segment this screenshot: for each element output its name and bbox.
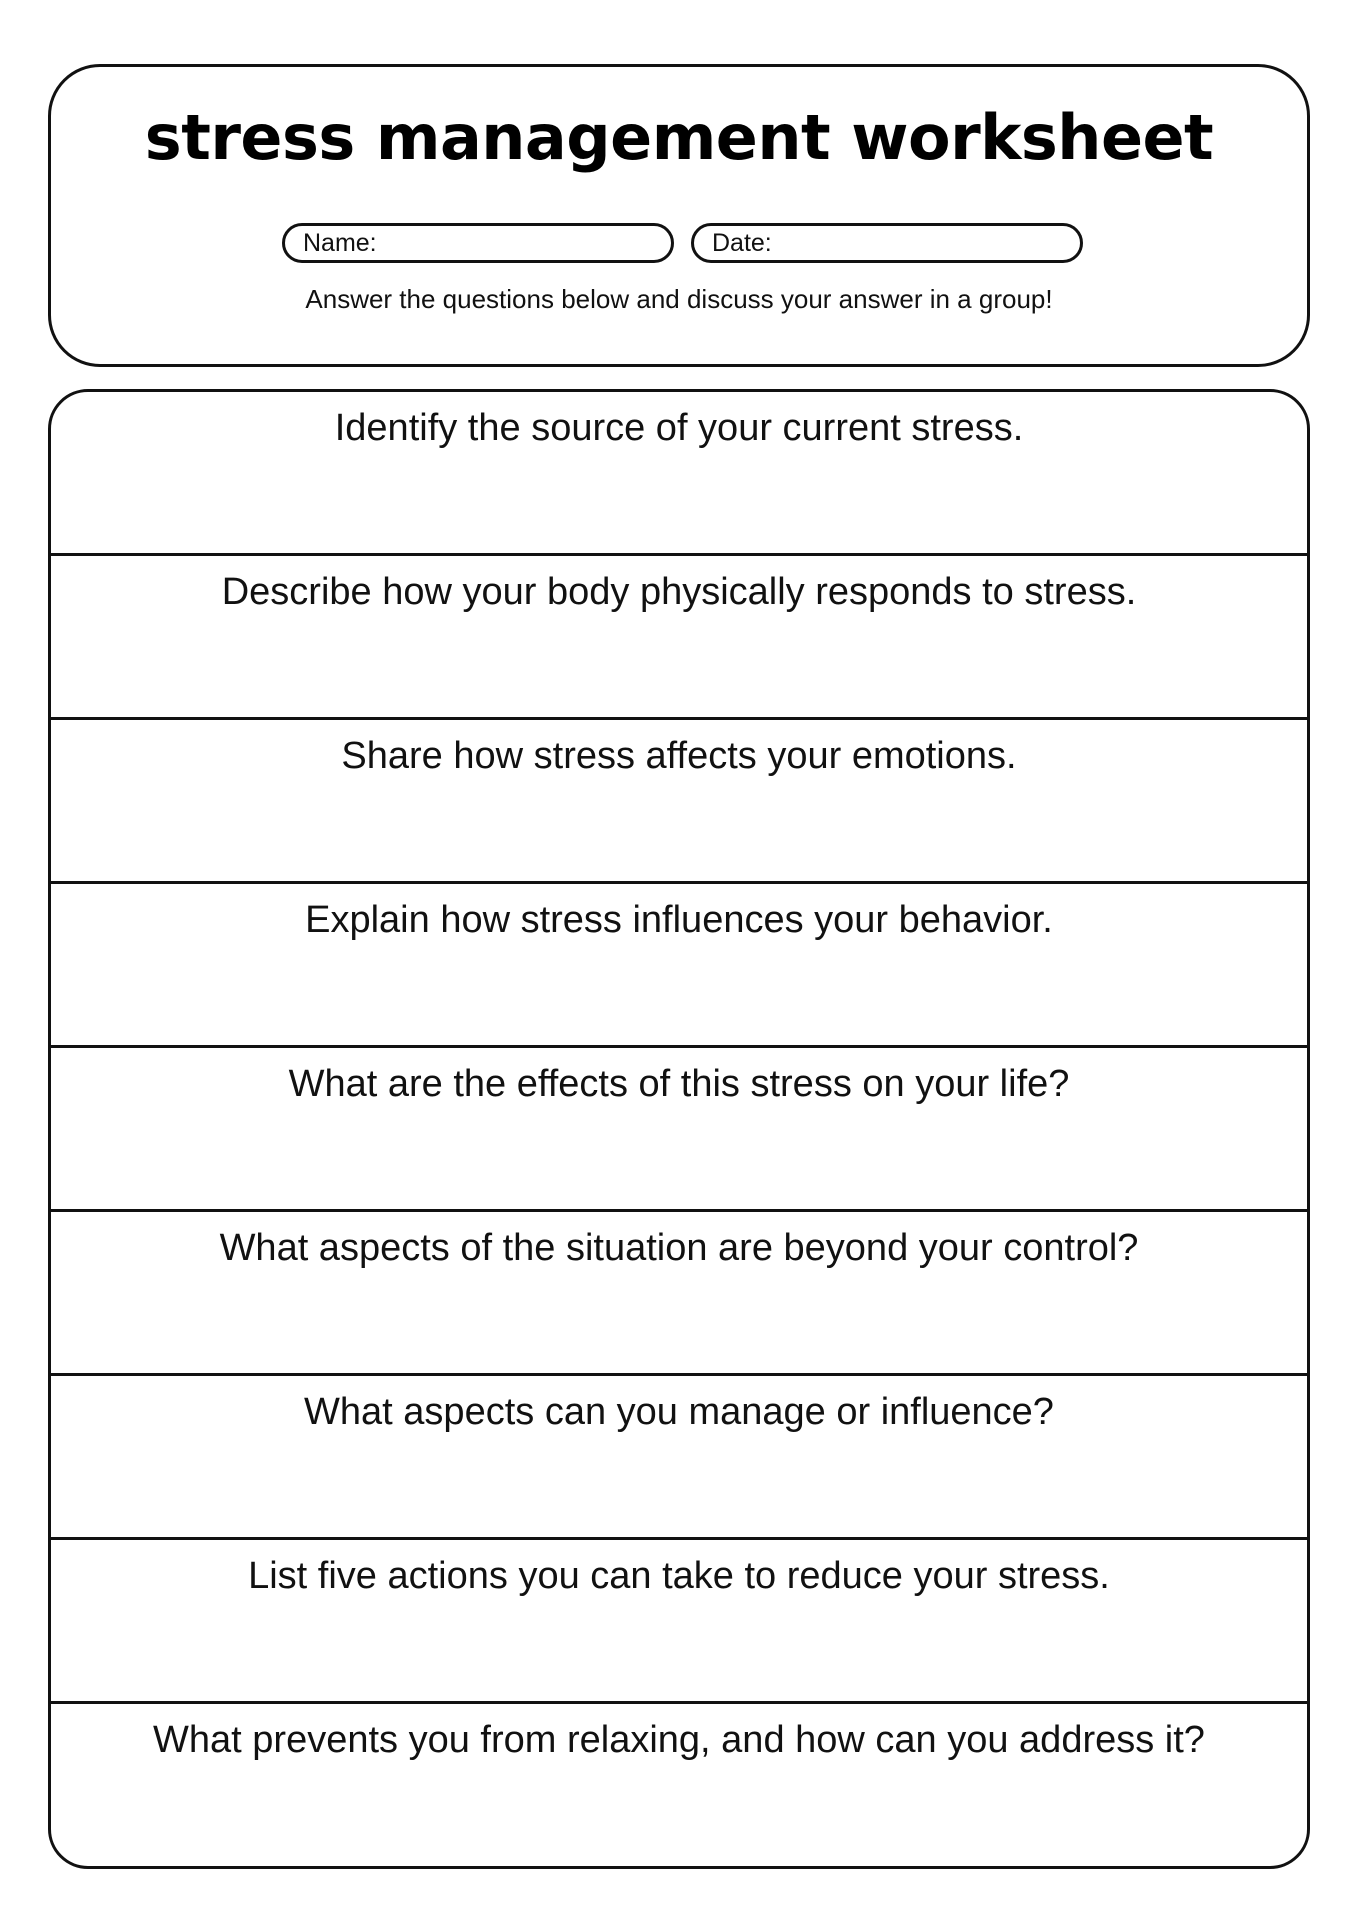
question-row[interactable] (51, 884, 1307, 1048)
question-text: Identify the source of your current stress. (334, 407, 1024, 449)
date-label: Date: (712, 228, 772, 257)
question-row[interactable] (51, 1704, 1307, 1869)
question-text: What aspects can you manage or influence? (304, 1391, 1054, 1433)
name-field[interactable] (282, 223, 674, 263)
question-row[interactable] (51, 720, 1307, 884)
question-text: Describe how your body physically responds to stress. (221, 571, 1137, 613)
worksheet-header (48, 64, 1310, 367)
questions-table (48, 389, 1310, 1869)
question-row[interactable] (51, 1376, 1307, 1540)
question-text: Explain how stress influences your behavior. (305, 899, 1053, 941)
date-field[interactable] (691, 223, 1083, 263)
question-text: List five actions you can take to reduce your stress. (248, 1555, 1110, 1597)
question-text: What aspects of the situation are beyond your control? (219, 1227, 1139, 1269)
question-text: Share how stress affects your emotions. (341, 735, 1017, 777)
question-row[interactable] (51, 1212, 1307, 1376)
question-text: What are the effects of this stress on your life? (288, 1063, 1070, 1105)
question-row[interactable] (51, 556, 1307, 720)
question-row[interactable] (51, 1048, 1307, 1212)
worksheet-title: stress management worksheet (144, 101, 1214, 174)
question-row[interactable] (51, 1540, 1307, 1704)
instruction-text: Answer the questions below and discuss your answer in a group! (305, 284, 1053, 314)
name-label: Name: (303, 228, 377, 257)
question-text: What prevents you from relaxing, and how can you address it? (153, 1719, 1205, 1761)
question-row[interactable] (51, 392, 1307, 556)
